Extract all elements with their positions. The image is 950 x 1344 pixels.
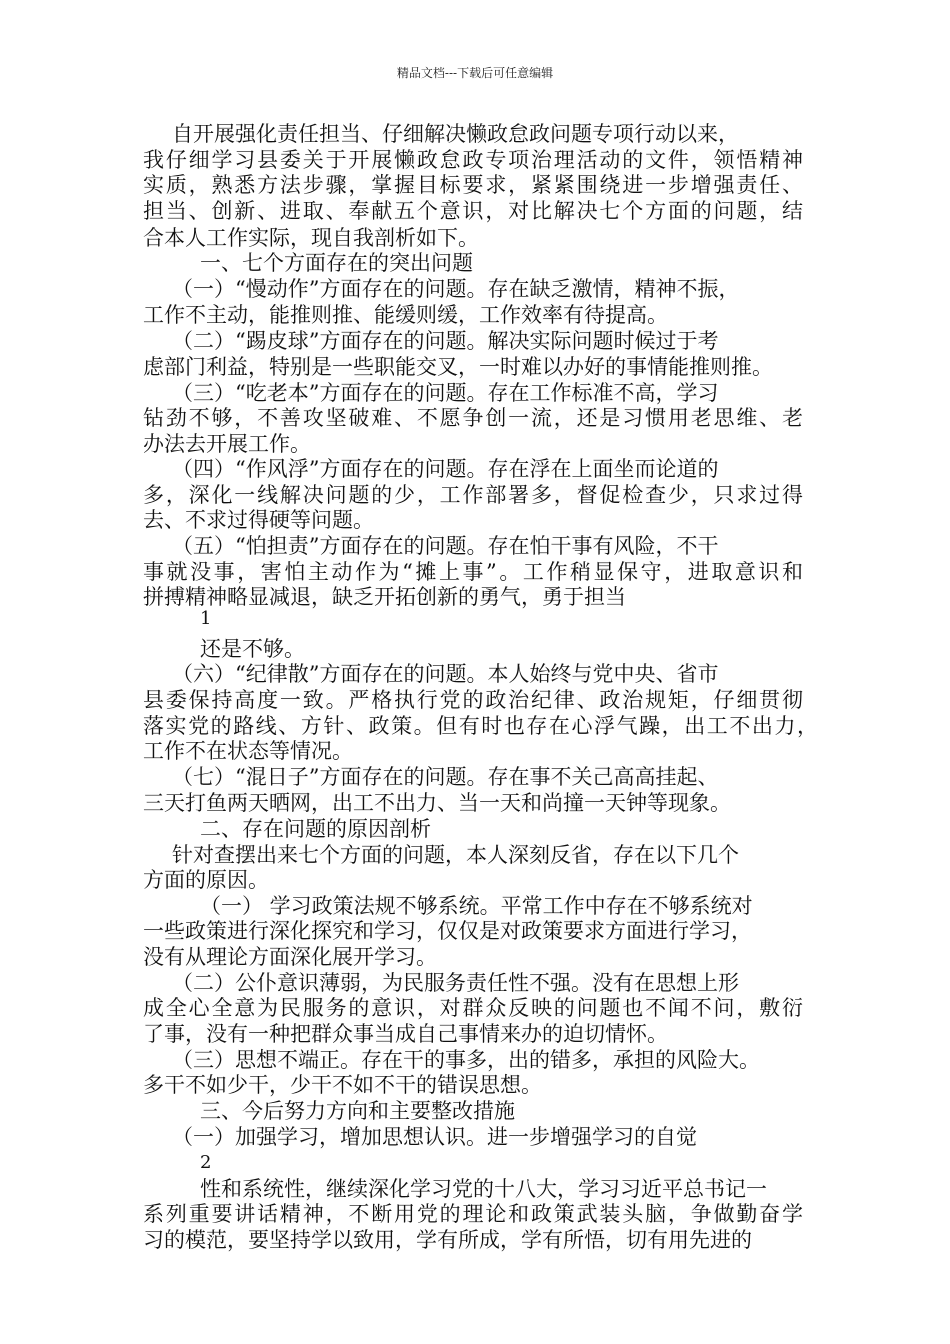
text-line: 了事，没有一种把群众事当成自己事情来办的迫切情怀。 — [143, 1022, 668, 1046]
text-line: 自开展强化责任担当、仔细解决懒政怠政问题专项行动以来， — [172, 122, 739, 146]
text-line: 钻劲不够，不善攻坚破难、不愿争创一流，还是习惯用老思维、老 — [143, 406, 803, 430]
text-line: （三）“吃老本”方面存在的问题。存在工作标准不高，学习 — [172, 381, 719, 405]
text-line: （四）“作风浮”方面存在的问题。存在浮在上面坐而论道的 — [172, 457, 719, 481]
text-line: （七）“混日子”方面存在的问题。存在事不关己高高挂起、 — [172, 765, 719, 789]
text-line: （六）“纪律散”方面存在的问题。本人始终与党中央、省市 — [172, 662, 719, 686]
text-line: 我仔细学习县委关于开展懒政怠政专项治理活动的文件，领悟精神 — [143, 148, 803, 172]
text-line: 工作不在状态等情况。 — [143, 739, 353, 763]
text-line: 担当、创新、进取、奉献五个意识，对比解决七个方面的问题，结 — [143, 199, 803, 223]
text-line: （二）“踢皮球”方面存在的问题。解决实际问题时候过于考 — [172, 329, 719, 353]
text-line: 实质，熟悉方法步骤，掌握目标要求，紧紧围绕进一步增强责任、 — [143, 173, 803, 197]
text-line: 去、不求过得硬等问题。 — [143, 508, 374, 532]
text-line: 一些政策进行深化探究和学习，仅仅是对政策要求方面进行学习， — [143, 919, 752, 943]
text-line: 还是不够。 — [200, 637, 305, 661]
text-line: 性和系统性，继续深化学习党的十八大，学习习近平总书记一 — [200, 1177, 767, 1201]
text-line: 虑部门利益，特别是一些职能交叉，一时难以办好的事情能推则推。 — [143, 355, 773, 379]
text-line: 事就没事，害怕主动作为“摊上事”。工作稍显保守，进取意识和 — [143, 560, 803, 584]
text-line: 落实党的路线、方针、政策。但有时也存在心浮气躁，出工不出力， — [143, 714, 818, 738]
text-line: 多，深化一线解决问题的少，工作部署多，督促检查少，只求过得 — [143, 483, 803, 507]
text-line: 系列重要讲话精神，不断用党的理论和政策武装头脑，争做勤奋学 — [143, 1202, 803, 1226]
text-line: 办法去开展工作。 — [143, 432, 311, 456]
page-number: 2 — [200, 1152, 212, 1173]
text-line: 二、存在问题的原因剖析 — [200, 817, 431, 841]
text-line: 习的模范，要坚持学以致用，学有所成，学有所悟，切有用先进的 — [143, 1228, 752, 1252]
text-line: 工作不主动，能推则推、能缓则缓，工作效率有待提高。 — [143, 303, 668, 327]
text-line: （一） 学习政策法规不够系统。平常工作中存在不够系统对 — [200, 894, 753, 918]
text-line: 三、今后努力方向和主要整改措施 — [200, 1099, 515, 1123]
text-line: （一）“慢动作”方面存在的问题。存在缺乏激情，精神不振， — [172, 277, 740, 301]
text-line: 针对查摆出来七个方面的问题，本人深刻反省，存在以下几个 — [172, 843, 739, 867]
text-line: 拼搏精神略显减退，缺乏开拓创新的勇气，勇于担当 — [143, 585, 626, 609]
page-header: 精品文档---下载后可任意编辑 — [396, 66, 554, 80]
text-line: 三天打鱼两天晒网，出工不出力、当一天和尚撞一天钟等现象。 — [143, 791, 731, 815]
text-line: 成全心全意为民服务的意识，对群众反映的问题也不闻不问，敷衍 — [143, 996, 803, 1020]
text-line: 没有从理论方面深化展开学习。 — [143, 945, 437, 969]
text-line: 一、七个方面存在的突出问题 — [200, 251, 473, 275]
text-line: 多干不如少干，少干不如不干的错误思想。 — [143, 1073, 542, 1097]
text-line: （五）“怕担责”方面存在的问题。存在怕干事有风险，不干 — [172, 534, 719, 558]
text-line: 县委保持高度一致。严格执行党的政治纪律、政治规矩，仔细贯彻 — [143, 688, 803, 712]
text-line: 合本人工作实际，现自我剖析如下。 — [143, 226, 479, 250]
page-number: 1 — [200, 608, 212, 629]
text-line: 方面的原因。 — [143, 868, 269, 892]
text-line: （二）公仆意识薄弱，为民服务责任性不强。没有在思想上形 — [172, 971, 739, 995]
text-line: （一）加强学习，增加思想认识。进一步增强学习的自觉 — [172, 1125, 697, 1149]
text-line: （三）思想不端正。存在干的事多，出的错多，承担的风险大。 — [172, 1048, 760, 1072]
